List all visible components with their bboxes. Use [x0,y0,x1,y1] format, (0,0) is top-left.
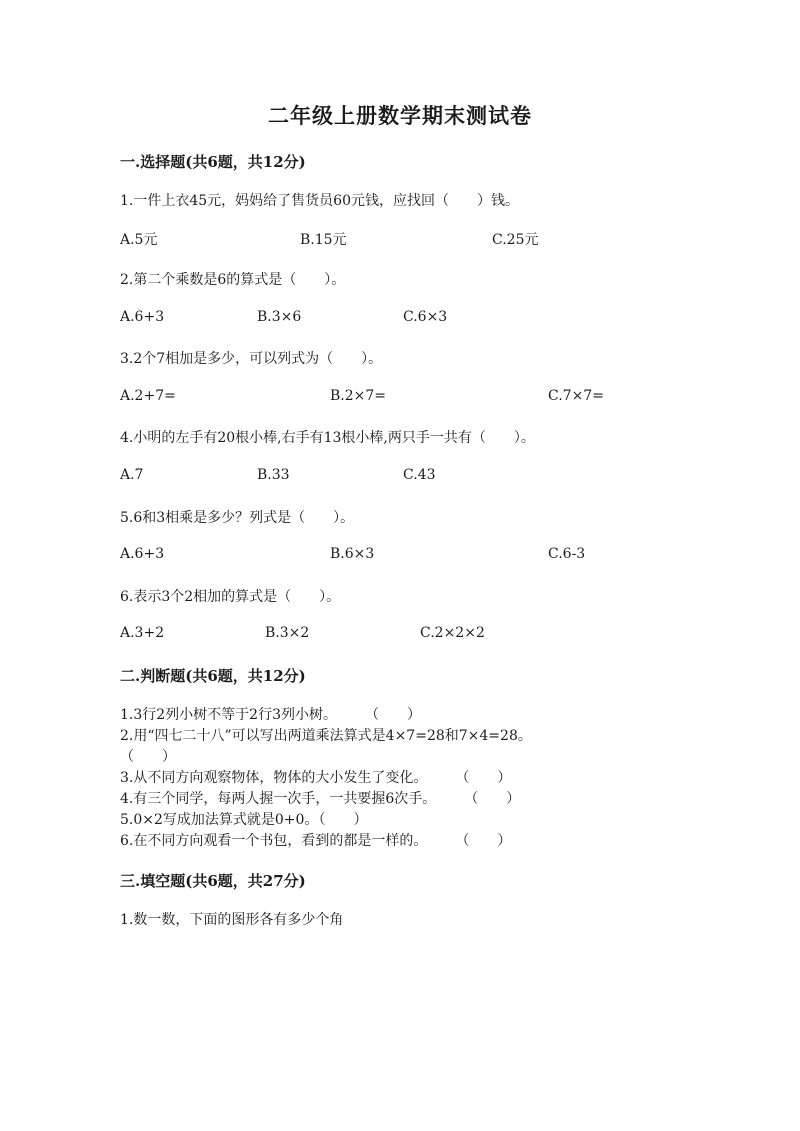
question-text: 3.2个7相加是多少，可以列式为（ ）。 [120,351,383,367]
option-b: B.3×2 [265,625,310,641]
judge-item-bracket: （ ） [120,749,176,765]
option-b: B.6×3 [330,546,375,562]
judge-item: 3.从不同方向观察物体，物体的大小发生了变化。 （ ） [120,770,512,786]
option-a: A.2+7= [120,388,176,404]
question-text: 5.6和3相乘是多少？列式是（ ）。 [120,510,355,526]
question-text: 6.表示3个2相加的算式是（ ）。 [120,589,341,605]
question-text: 1.数一数，下面的图形各有多少个角 [120,912,344,928]
option-b: B.33 [257,467,290,483]
option-a: A.7 [120,467,144,483]
option-a: A.5元 [120,232,158,248]
section-heading-choice: 一.选择题(共6题，共12分) [120,153,306,171]
question-text: 2.第二个乘数是6的算式是（ ）。 [120,272,346,288]
judge-item: 5.0×2写成加法算式就是0+0。（ ） [120,812,368,828]
page-title: 二年级上册数学期末测试卷 [268,103,532,128]
judge-item: 1.3行2列小树不等于2行3列小树。 （ ） [120,707,421,723]
option-c: C.6-3 [548,546,586,562]
option-a: A.6+3 [120,309,165,325]
option-c: C.7×7= [548,388,604,404]
judge-item: 2.用“四七二十八”可以写出两道乘法算式是4×7=28和7×4=28。 [120,728,532,744]
option-b: B.3×6 [257,309,302,325]
judge-item: 4.有三个同学，每两人握一次手，一共要握6次手。 （ ） [120,791,521,807]
option-c: C.6×3 [403,309,448,325]
option-c: C.2×2×2 [420,625,485,641]
option-a: A.6+3 [120,546,165,562]
question-text: 1.一件上衣45元，妈妈给了售货员60元钱，应找回（ ）钱。 [120,193,519,209]
section-heading-true-false: 二.判断题(共6题，共12分) [120,667,306,685]
section-heading-fill-blank: 三.填空题(共6题，共27分) [120,872,306,890]
option-a: A.3+2 [120,625,165,641]
option-b: B.15元 [300,232,347,248]
judge-item: 6.在不同方向观看一个书包，看到的都是一样的。 （ ） [120,833,512,849]
option-c: C.43 [403,467,436,483]
option-c: C.25元 [492,232,539,248]
option-b: B.2×7= [330,388,387,404]
question-text: 4.小明的左手有20根小棒,右手有13根小棒,两只手一共有（ ）。 [120,430,535,446]
